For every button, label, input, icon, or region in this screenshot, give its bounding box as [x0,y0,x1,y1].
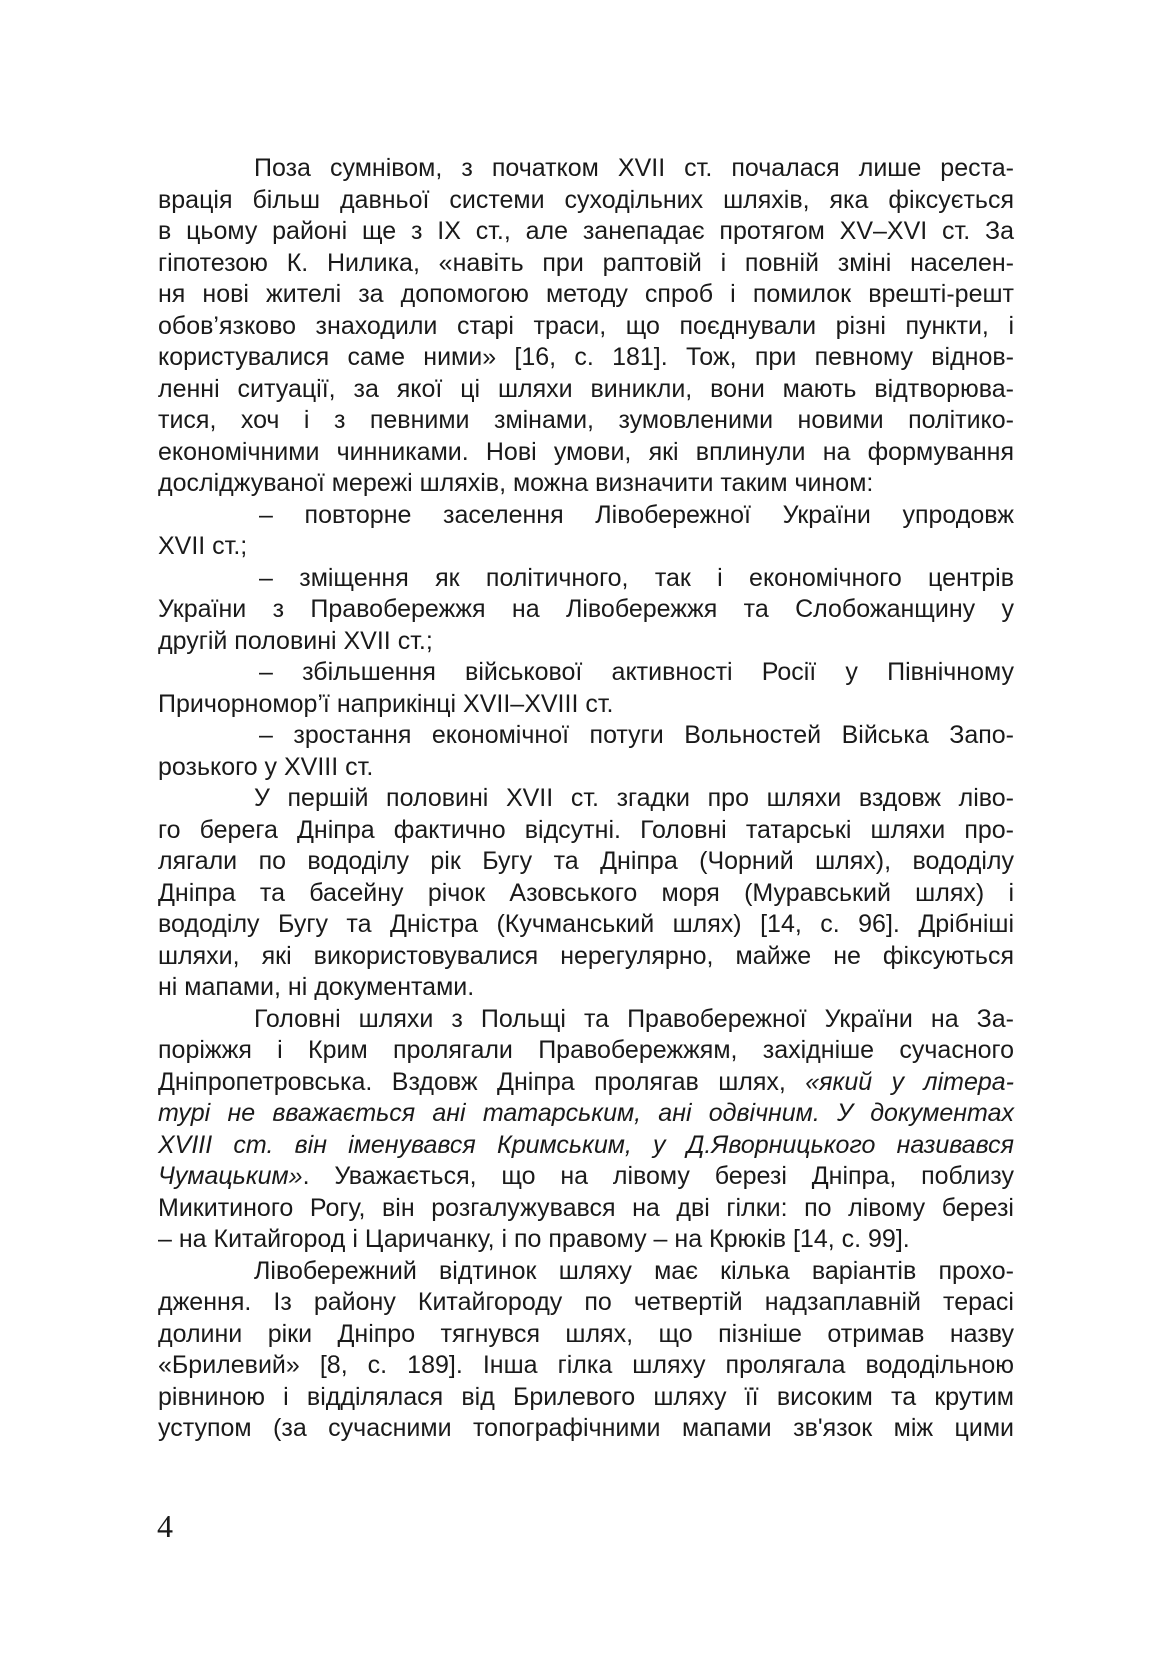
text-line [158,594,1014,626]
line-text: – повторне заселення Лівобережної України упродовж [259,500,1014,529]
line-text: – на Китайгород і Царичанку, і по правому – на Крюків [14, с. 99]. [158,1225,910,1253]
text-line [158,468,1014,500]
italic-span: Чумацьким» [158,1162,303,1190]
text-line [158,216,1014,248]
text-line [158,626,1014,658]
line-text: розького у XVIII ст. [158,752,374,781]
text-line [158,185,1014,217]
text-line [158,563,1014,595]
text-line [158,248,1014,280]
text-line [158,815,1014,847]
text-line [158,783,1014,815]
line-text: го берега Дніпра фактично відсутні. Головні татарські шляхи про- [158,815,1014,844]
line-text: XVIII ст. він іменувався Кримським, у Д.Яворницького називався [158,1130,1014,1159]
text-line [158,941,1014,973]
line-text: Головні шляхи з Польщі та Правобережної України на За- [254,1004,1014,1033]
text-line [158,342,1014,374]
text-line [158,1256,1014,1288]
line-text: поріжжя і Крим пролягали Правобережжям, західніше сучасного [158,1036,1014,1064]
line-text: ня нові жителі за допомогою методу спроб і помилок врешті-решт [158,280,1014,308]
text-line [158,1287,1014,1319]
text-line [158,1098,1014,1130]
text-line [158,374,1014,406]
text-line [158,405,1014,437]
text-line [158,689,1014,721]
line-text: XVII ст.; [158,532,248,560]
body-text [158,153,1014,1445]
text-line [158,1224,1014,1256]
line-text: «Брилевий» [8, с. 189]. Інша гілка шляху пролягала вододільною [158,1351,1014,1379]
line-text: ленні ситуації, за якої ці шляхи виникли, вони мають відтворюва- [158,374,1014,403]
text-line [158,1067,1014,1099]
text-line [158,1319,1014,1351]
line-text: врація більш давньої системи суходільних шляхів, яка фіксується [158,185,1014,214]
line-text: – зростання економічної потуги Вольностей Війська Запо- [259,721,1014,749]
line-text: обов’язково знаходили старі траси, що поєднували різні пункти, і [158,311,1014,340]
line-text: Дніпропетровська. Вздовж Дніпра пролягав шлях, [158,1067,806,1096]
line-text: уступом (за сучасними топографічними мапами зв'язок між цими [158,1414,1014,1442]
text-line [158,1035,1014,1067]
text-line [158,531,1014,563]
line-text: Микитиного Рогу, він розгалужувався на дві гілки: по лівому березі [158,1193,1014,1222]
italic-span: «який у літера- [805,1067,1014,1096]
line-text: користувалися саме ними» [16, с. 181]. Тож, при певному віднов- [158,343,1014,371]
text-line [158,657,1014,689]
line-text: турі не вважається ані татарським, ані одвічним. У документах [158,1099,1014,1127]
text-line [158,720,1014,752]
line-text: Лівобережний відтинок шляху має кілька варіантів прохо- [254,1256,1014,1285]
line-text: У першій половині XVII ст. згадки про шляхи вздовж ліво- [254,784,1014,812]
text-line [158,1130,1014,1162]
line-text: долини ріки Дніпро тягнувся шлях, що пізніше отримав назву [158,1319,1014,1348]
line-text: другій половині XVII ст.; [158,626,433,655]
text-line [158,1161,1014,1193]
line-text: економічними чинниками. Нові умови, які вплинули на формування [158,437,1014,466]
text-line [158,500,1014,532]
line-text: шляхи, які використовувалися нерегулярно, майже не фіксуються [158,941,1014,970]
line-text: тися, хоч і з певними змінами, зумовленими новими політико- [158,406,1014,434]
line-text: Поза сумнівом, з початком XVII ст. почалася лише реста- [254,154,1014,182]
text-line [158,752,1014,784]
line-text: рівниною і відділялася від Брилевого шляху її високим та крутим [158,1382,1014,1411]
text-line [158,909,1014,941]
line-text: дження. Із району Китайгороду по четвертій надзаплавній терасі [158,1288,1014,1316]
line-text: в цьому районі ще з IX ст., але занепадає протягом XV–XVI ст. За [158,217,1014,245]
text-line [158,1350,1014,1382]
text-line [158,1193,1014,1225]
text-line [158,1382,1014,1414]
text-line [158,153,1014,185]
line-text: – зміщення як політичного, так і економічного центрів [259,563,1014,592]
text-line [158,1413,1014,1445]
line-text: . Уважається, що на лівому березі Дніпра, поблизу [302,1162,1014,1190]
text-line [158,1004,1014,1036]
text-line [158,846,1014,878]
line-text: вододілу Бугу та Дністра (Кучманський шлях) [14, с. 96]. Дрібніші [158,910,1014,938]
line-text: України з Правобережжя на Лівобережжя та Слобожанщину у [158,595,1014,623]
line-text: Дніпра та басейну річок Азовського моря (Муравський шлях) і [158,878,1014,907]
text-line [158,279,1014,311]
text-line [158,972,1014,1004]
line-text: – збільшення військової активності Росії у Північному [259,658,1014,686]
line-text: Причорномор’ї наприкінці XVII–XVIII ст. [158,689,614,718]
line-text: досліджуваної мережі шляхів, можна визначити таким чином: [158,469,874,497]
line-text: ні мапами, ні документами. [158,973,475,1001]
text-line [158,311,1014,343]
line-text: гіпотезою К. Нилика, «навіть при раптовій і повній зміні населен- [158,248,1014,277]
line-text: лягали по вододілу рік Бугу та Дніпра (Чорний шлях), вододілу [158,847,1014,875]
text-line [158,878,1014,910]
page-number: 4 [157,1508,173,1544]
text-line [158,437,1014,469]
